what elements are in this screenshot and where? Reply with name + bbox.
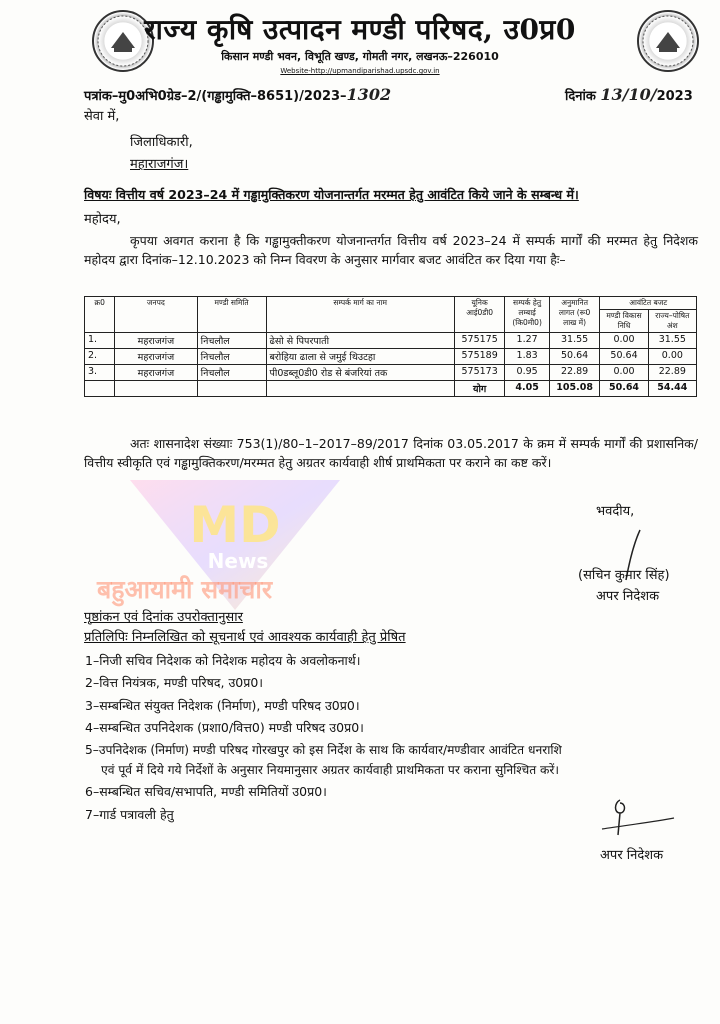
recipient-line2: महाराजगंज। (130, 157, 189, 172)
cell-length: 1.27 (505, 333, 549, 349)
subject-line: विषयः वित्तीय वर्ष 2023–24 में गड्ढामुक्तिकरण योजनान्तर्गत मरम्मत हेतु आवंटित किये जाने के सम्बन्ध में। (84, 187, 579, 202)
cell-id: 575189 (454, 349, 505, 365)
header-length: सम्पर्क हेतु लम्बाई (कि0मी0) (505, 297, 549, 333)
list-item: 5–उपनिदेशक (निर्माण) मण्डी परिषद गोरखपुर को इस निर्देश के साथ कि कार्यवार/मण्डीवार आवंटित धनराशि (85, 743, 562, 757)
signatory-title: अपर निदेशक (596, 589, 660, 604)
org-website: Website-http://upmandiparishad.upsdc.gov.in (280, 67, 440, 75)
list-item: 3–सम्बन्धित संयुक्त निदेशक (निर्माण), मण्डी परिषद उ0प्र0। (85, 698, 360, 713)
cell-district: महराजगंज (115, 365, 197, 381)
greeting: महोदय, (84, 212, 121, 227)
signature-mark-2 (598, 795, 678, 840)
cell-id: 575175 (454, 333, 505, 349)
watermark-tagline: बहुआयामी समाचार (97, 575, 273, 604)
org-address: किसान मण्डी भवन, विभूति खण्ड, गोमती नगर, लखनऊ–226010 (221, 50, 499, 63)
cell-cost: 31.55 (549, 333, 600, 349)
cell-cost: 50.64 (549, 349, 600, 365)
list-item: 1–निजी सचिव निदेशक को निदेशक महोदय के अवलोकनार्थ। (85, 653, 361, 668)
table-total-row (85, 381, 697, 397)
header-mandi-fund: मण्डी विकास निधि (600, 310, 648, 333)
header-district: जनपद (115, 297, 197, 333)
cell-district: महराजगंज (115, 333, 197, 349)
endorsement-title: पृष्ठांकन एवं दिनांक उपरोक्तानुसार (84, 610, 243, 625)
list-item: 6–सम्बन्धित सचिव/सभापति, मण्डी समितियों उ0प्र0। (85, 784, 327, 799)
table-row (85, 333, 697, 349)
reference-handwritten: 1302 (346, 85, 392, 104)
cell-road: ढेसो से पिपरपाती (266, 333, 454, 349)
table-row (85, 349, 697, 365)
cell-sno: 2. (85, 349, 115, 365)
cell-cost: 22.89 (549, 365, 600, 381)
list-item: 4–सम्बन्धित उपनिदेशक (प्रशा0/वित्त0) मण्डी परिषद उ0प्र0। (85, 720, 364, 735)
cell-road: बरोहिया ढाला से जमुई थिउटहा (266, 349, 454, 365)
cell-mandi-fund: 50.64 (600, 349, 648, 365)
header-allotted: आवंटित बजट (600, 297, 697, 310)
watermark-sub-text: News (207, 549, 269, 573)
copy-line: प्रतिलिपिः निम्नलिखित को सूचनार्थ एवं आवश्यक कार्यवाही हेतु प्रेषित (84, 630, 406, 645)
total-mandi-fund: 50.64 (600, 381, 648, 397)
cell-state-fund: 22.89 (648, 365, 696, 381)
letter-date: दिनांक 13/10/2023 (565, 85, 693, 104)
salutation-to: सेवा में, (84, 109, 120, 124)
list-item: 2–वित्त नियंत्रक, मण्डी परिषद, उ0प्र0। (85, 675, 264, 690)
cell-mandi-fund: 0.00 (600, 333, 648, 349)
org-name: राज्य कृषि उत्पादन मण्डी परिषद, उ0प्र0 (144, 13, 576, 46)
cell-length: 1.83 (505, 349, 549, 365)
cell-id: 575173 (454, 365, 505, 381)
total-state-fund: 54.44 (648, 381, 696, 397)
body-paragraph-1: कृपया अवगत कराना है कि गड्ढामुक्तीकरण योजनान्तर्गत वित्तीय वर्ष 2023–24 में सम्पर्क मार्गों की मरम्मत हेतु निदेशक महोदय द्वारा दिनांक–12.10.2023 को निम्न विवरण के अनुसार मार्गवार बजट आवंटित कर दिया गया हैः– (84, 233, 698, 267)
header-id: यूनिक आई0डी0 (454, 297, 505, 333)
recipient-line1: जिलाधिकारी, (130, 135, 193, 150)
cell-mandi: निचलौल (197, 349, 266, 365)
cell-state-fund: 0.00 (648, 349, 696, 365)
signatory-name: (सचिन कुमार सिंह) (578, 568, 670, 583)
watermark-logo-text: MD (189, 496, 281, 554)
total-label: योग (454, 381, 505, 397)
body-paragraph-2: अतः शासनादेश संख्याः 753(1)/80–1–2017–89/2017 दिनांक 03.05.2017 के क्रम में सम्पर्क मार्गों की प्रशासनिक/वित्तीय स्वीकृति एवं गड्ढामुक्तिकरण/मरम्मत हेतु अग्रतर कार्यवाही शीर्ष प्राथमिकता पर कराने का कष्ट करें। (84, 436, 698, 470)
cell-state-fund: 31.55 (648, 333, 696, 349)
cell-sno: 3. (85, 365, 115, 381)
date-handwritten: 13/10/ (600, 85, 657, 104)
cell-sno: 1. (85, 333, 115, 349)
header-road: सम्पर्क मार्ग का नाम (266, 297, 454, 333)
cell-mandi: निचलौल (197, 365, 266, 381)
table-header-row (85, 297, 697, 310)
table-row (85, 365, 697, 381)
reference-number: पत्रांक–मु0अभि0ग्रेड–2/(गड्ढामुक्ति–8651)/2023–1302 (84, 85, 392, 104)
list-item: 7–गार्ड पत्रावली हेतु (85, 807, 174, 822)
total-length: 4.05 (505, 381, 549, 397)
header-cost: अनुमानित लागत (रू0 लाख में) (549, 297, 600, 333)
header-sno: क्र0 (85, 297, 115, 333)
endorsement-signatory-title: अपर निदेशक (600, 848, 664, 863)
cell-road: पी0डब्लू0डी0 रोड से बंजरियां तक (266, 365, 454, 381)
list-item-continued: एवं पूर्व में दिये गये निर्देशों के अनुसार नियमानुसार अग्रतर कार्यवाही प्राथमिकता पर कराना सुनिश्चित करें। (101, 763, 559, 777)
budget-table (84, 296, 697, 397)
cell-mandi-fund: 0.00 (600, 365, 648, 381)
cell-mandi: निचलौल (197, 333, 266, 349)
header-mandi: मण्डी समिति (197, 297, 266, 333)
cell-length: 0.95 (505, 365, 549, 381)
total-cost: 105.08 (549, 381, 600, 397)
header-state-fund: राज्य–पोषित अंश (648, 310, 696, 333)
closing: भवदीय, (596, 504, 635, 519)
cell-district: महराजगंज (115, 349, 197, 365)
